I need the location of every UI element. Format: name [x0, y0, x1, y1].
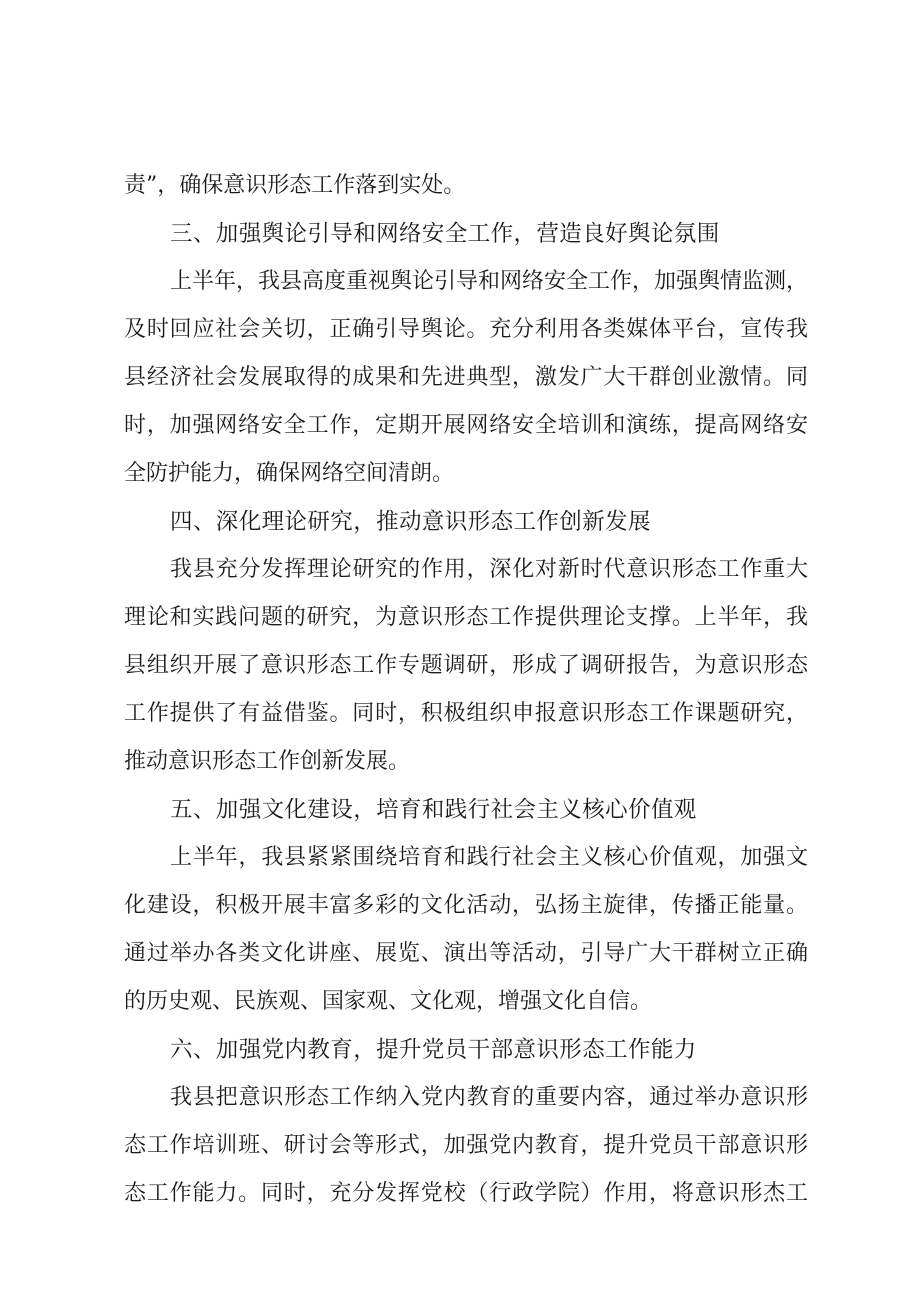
document-page: [124, 162, 808, 1218]
paragraph-line: 及时回应社会关切，正确引导舆论。充分利用各类媒体平台，宣传我: [124, 317, 808, 342]
paragraph-line: 县经济社会发展取得的成果和先进典型，激发广大干群创业激情。同: [124, 365, 808, 390]
paragraph-line: 化建设，积极开展丰富多彩的文化活动，弘扬主旋律，传播正能量。: [124, 893, 808, 918]
paragraph-line: 通过举办各类文化讲座、展览、演出等活动，引导广大干群树立正确: [124, 941, 808, 966]
paragraph-line: 态工作培训班、研讨会等形式，加强党内教育，提升党员干部意识形: [124, 1133, 808, 1158]
paragraph-line: 工作提供了有益借鉴。同时，积极组织申报意识形态工作课题研究，: [124, 701, 808, 726]
section-heading: 五、加强文化建设，培育和践行社会主义核心价值观: [170, 797, 697, 823]
paragraph-line: 我县把意识形态工作纳入党内教育的重要内容，通过举办意识形: [170, 1085, 808, 1110]
section-heading: 三、加强舆论引导和网络安全工作，营造良好舆论氛围: [170, 221, 720, 247]
paragraph-line: 上半年，我县高度重视舆论引导和网络安全工作，加强舆情监测，: [170, 269, 808, 294]
paragraph-line: 我县充分发挥理论研究的作用，深化对新时代意识形态工作重大: [170, 557, 808, 582]
paragraph-line: 责”，确保意识形态工作落到实处。: [124, 173, 466, 198]
section-heading: 六、加强党内教育，提升党员干部意识形态工作能力: [170, 1037, 697, 1063]
paragraph-line: 推动意识形态工作创新发展。: [124, 749, 411, 774]
paragraph-line: 的历史观、民族观、国家观、文化观，增强文化自信。: [124, 989, 653, 1014]
section-heading: 四、深化理论研究，推动意识形态工作创新发展: [170, 509, 651, 535]
paragraph-line: 理论和实践问题的研究，为意识形态工作提供理论支撑。上半年，我: [124, 605, 808, 630]
paragraph-line: 县组织开展了意识形态工作专题调研，形成了调研报告，为意识形态: [124, 653, 808, 678]
paragraph-line: 态工作能力。同时，充分发挥党校（行政学院）作用，将意识形杰工: [124, 1181, 808, 1206]
paragraph-line: 全防护能力，确保网络空间清朗。: [124, 461, 455, 486]
paragraph-line: 上半年，我县紧紧围绕培育和践行社会主义核心价值观，加强文: [170, 845, 808, 870]
paragraph-line: 时，加强网络安全工作，定期开展网络安全培训和演练，提高网络安: [124, 413, 808, 438]
